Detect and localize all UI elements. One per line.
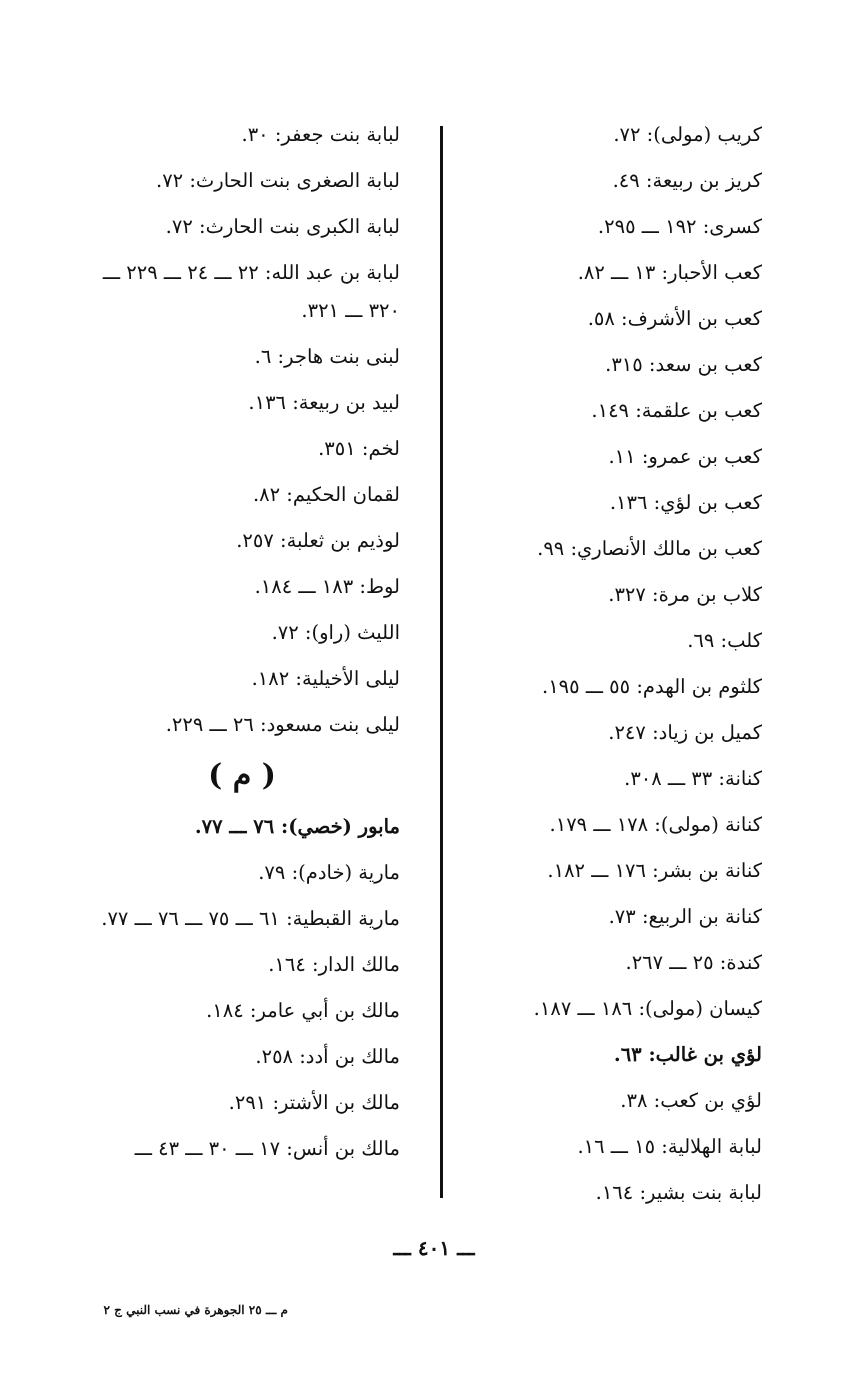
index-entry: لبنى بنت هاجر: ٦. xyxy=(254,345,400,368)
index-entry: كنانة: ٣٣ ـــ ٣٠٨. xyxy=(624,767,762,790)
index-entry: كعب بن لؤي: ١٣٦. xyxy=(609,491,762,514)
index-entry: لبابة الهلالية: ١٥ ـــ ١٦. xyxy=(577,1135,762,1158)
index-entry: مالك بن أنس: ١٧ ـــ ٣٠ ـــ ٤٣ ـــ xyxy=(134,1137,400,1160)
index-entry: كعب بن مالك الأنصاري: ٩٩. xyxy=(537,537,762,560)
index-entry: ليلى بنت مسعود: ٢٦ ـــ ٢٢٩. xyxy=(165,713,400,736)
index-entry: كندة: ٢٥ ـــ ٢٦٧. xyxy=(625,951,762,974)
index-entry: كعب بن سعد: ٣١٥. xyxy=(605,353,762,376)
index-entry: لؤي بن غالب: ٦٣. xyxy=(613,1043,762,1066)
index-entry: لبابة الصغرى بنت الحارث: ٧٢. xyxy=(156,169,400,192)
index-entry: لبابة بنت جعفر: ٣٠. xyxy=(241,123,400,146)
index-entry: كعب الأحبار: ١٣ ـــ ٨٢. xyxy=(577,261,762,284)
index-entry: لوذيم بن ثعلبة: ٢٥٧. xyxy=(236,529,400,552)
index-entry: كلثوم بن الهدم: ٥٥ ـــ ١٩٥. xyxy=(542,675,762,698)
index-entry: كنانة (مولى): ١٧٨ ـــ ١٧٩. xyxy=(549,813,762,836)
index-entry: لبابة الكبرى بنت الحارث: ٧٢. xyxy=(165,215,400,238)
index-entry: لبيد بن ربيعة: ١٣٦. xyxy=(248,391,400,414)
footer-signature: م ـــ ٢٥ الجوهرة في نسب النبي ج ٢ xyxy=(103,1303,288,1317)
index-entry: لؤي بن كعب: ٣٨. xyxy=(620,1089,762,1112)
index-entry: كريب (مولى): ٧٢. xyxy=(613,123,762,146)
index-entry: كلاب بن مرة: ٣٢٧. xyxy=(608,583,762,606)
index-entry: لخم: ٣٥١. xyxy=(318,437,400,460)
letter-heading: ( م ) xyxy=(208,758,276,793)
index-entry: لبابة بن عبد الله: ٢٢ ـــ ٢٤ ـــ ٢٢٩ ـــ ٣٢٠ ـــ ٣٢١. xyxy=(102,261,400,322)
index-entry: كريز بن ربيعة: ٤٩. xyxy=(612,169,762,192)
index-entry: مالك بن أبي عامر: ١٨٤. xyxy=(206,999,400,1022)
index-entry: كعب بن عمرو: ١١. xyxy=(608,445,762,468)
index-entry: مارية (خادم): ٧٩. xyxy=(258,861,400,884)
index-entry: كعب بن الأشرف: ٥٨. xyxy=(587,307,762,330)
index-entry: لوط: ١٨٣ ـــ ١٨٤. xyxy=(254,575,400,598)
index-entry: كسرى: ١٩٢ ـــ ٢٩٥. xyxy=(597,215,762,238)
index-entry: كعب بن علقمة: ١٤٩. xyxy=(591,399,762,422)
index-entry: مالك بن أدد: ٢٥٨. xyxy=(255,1045,400,1068)
index-entry: مالك بن الأشتر: ٢٩١. xyxy=(228,1091,400,1114)
index-entry: الليث (راو): ٧٢. xyxy=(271,621,400,644)
index-entry: كميل بن زياد: ٢٤٧. xyxy=(608,721,762,744)
index-column-left xyxy=(84,112,400,1172)
index-entry: كنانة بن بشر: ١٧٦ ـــ ١٨٢. xyxy=(547,859,762,882)
index-entry: لبابة بنت بشير: ١٦٤. xyxy=(595,1181,762,1204)
index-entry: مابور (خصي): ٧٦ ـــ ٧٧. xyxy=(194,815,400,838)
index-entry: مالك الدار: ١٦٤. xyxy=(268,953,400,976)
index-entry: مارية القبطية: ٦١ ـــ ٧٥ ـــ ٧٦ ـــ ٧٧. xyxy=(101,907,400,930)
index-entry: ليلى الأخيلية: ١٨٢. xyxy=(251,667,400,690)
index-entry: كيسان (مولى): ١٨٦ ـــ ١٨٧. xyxy=(533,997,762,1020)
column-divider xyxy=(440,126,443,1198)
index-entry: كنانة بن الربيع: ٧٣. xyxy=(608,905,762,928)
index-entry: كلب: ٦٩. xyxy=(687,629,762,652)
index-column-right xyxy=(442,112,762,1216)
page-number: ـــ ٤٠١ ـــ xyxy=(393,1236,475,1260)
index-entry: لقمان الحكيم: ٨٢. xyxy=(252,483,400,506)
